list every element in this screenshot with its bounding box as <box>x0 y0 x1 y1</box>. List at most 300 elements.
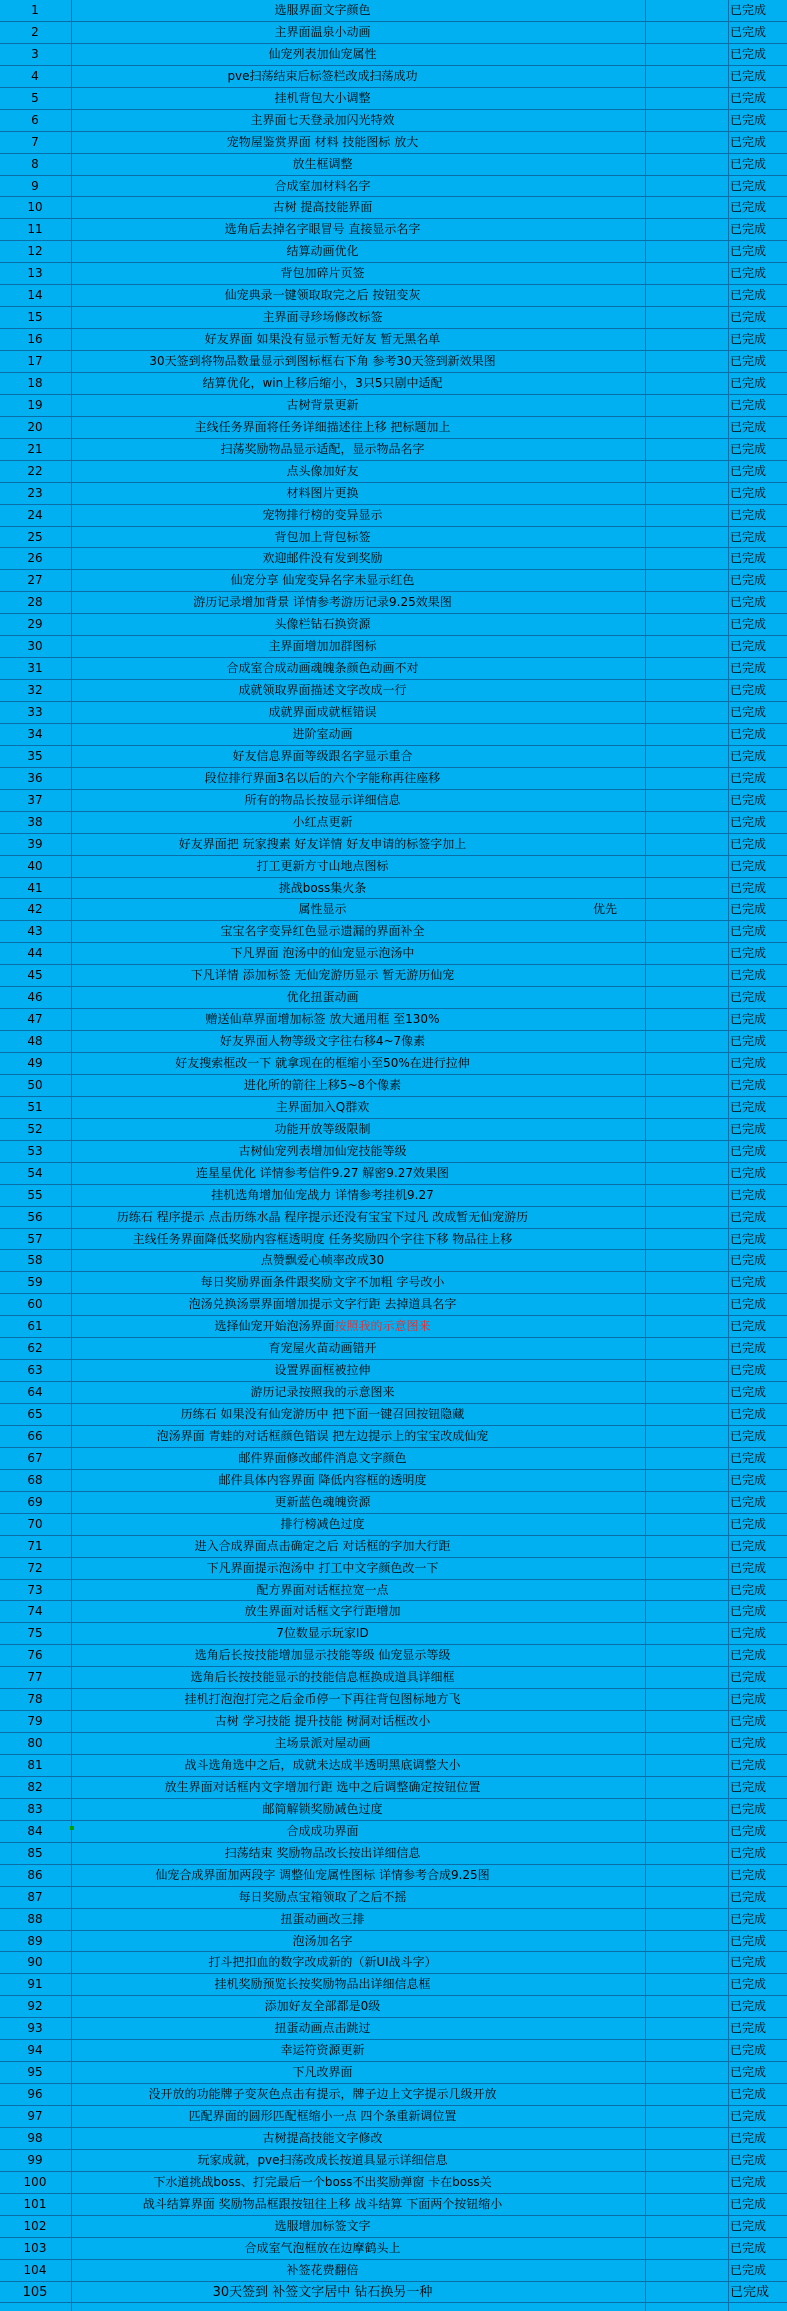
row-number: 12 <box>27 244 43 259</box>
task-description <box>0 154 645 175</box>
row-number: 7 <box>31 134 39 149</box>
task-description <box>0 0 645 21</box>
row-number: 4 <box>31 68 39 83</box>
status-cell: 已完成 <box>730 156 767 171</box>
table-row <box>0 1229 787 1251</box>
table-row <box>0 1250 787 1272</box>
priority-note: 优先 <box>592 902 617 917</box>
table-row <box>0 1075 787 1097</box>
status-cell: 已完成 <box>730 1407 767 1421</box>
task-text: 扫荡奖励物品显示适配，显示物品名字 <box>220 441 425 456</box>
status-cell: 已完成 <box>730 507 767 522</box>
task-text: 古树提高技能文字修改 <box>262 2130 383 2145</box>
status-cell: 已完成 <box>730 2109 767 2123</box>
row-number: 61 <box>27 1319 43 1334</box>
table-row <box>0 856 787 878</box>
row-number: 34 <box>27 726 43 741</box>
status-cell: 已完成 <box>730 683 767 698</box>
status-cell: 已完成 <box>730 1209 767 1224</box>
status-cell: 已完成 <box>730 551 767 566</box>
status-cell: 已完成 <box>730 244 767 259</box>
task-text: 宝宝名字变异红色显示遗漏的界面补全 <box>220 924 425 939</box>
status-cell: 已完成 <box>730 858 767 873</box>
row-number: 99 <box>27 2152 43 2167</box>
task-text: 设置界面框被拉伸 <box>274 1363 371 1378</box>
task-text: 合成室合成动画魂魄条颜色动画不对 <box>226 661 419 676</box>
table-row <box>0 1601 787 1623</box>
task-text: 古树仙宠列表增加仙宠技能等级 <box>238 1143 407 1158</box>
row-number: 17 <box>27 354 43 368</box>
status-cell: 已完成 <box>730 1560 767 1575</box>
row-number: 9 <box>31 178 39 193</box>
task-text: 30天签到将物品数量显示到图标框右下角 参考30天签到新效果图 <box>149 354 496 368</box>
task-description <box>0 1623 645 1644</box>
task-text: 放生框调整 <box>292 156 353 171</box>
status-cell: 已完成 <box>730 178 767 193</box>
task-description <box>0 943 645 964</box>
status-cell: 已完成 <box>730 1999 767 2014</box>
table-row <box>0 154 787 176</box>
status-cell: 已完成 <box>730 1253 767 1268</box>
task-text: 古树 提高技能界面 <box>272 200 373 215</box>
table-row <box>0 614 787 636</box>
row-number: 21 <box>27 441 43 456</box>
row-number: 30 <box>27 639 43 654</box>
task-description <box>0 1492 645 1513</box>
row-number: 33 <box>27 705 43 719</box>
row-number: 19 <box>27 397 43 412</box>
row-number: 18 <box>27 375 43 390</box>
row-number: 10 <box>27 200 43 215</box>
task-description <box>0 417 645 438</box>
table-row <box>0 899 787 921</box>
table-row <box>0 1974 787 1996</box>
task-description <box>0 44 645 65</box>
row-number: 60 <box>27 1297 43 1312</box>
status-cell: 已完成 <box>730 1845 767 1860</box>
table-row <box>0 1470 787 1492</box>
task-text: 没开放的功能牌子变灰色点击有提示，牌子边上文字提示几级开放 <box>148 2087 497 2102</box>
task-description <box>0 1514 645 1535</box>
table-row <box>0 417 787 439</box>
row-number: 86 <box>27 1867 43 1882</box>
table-row <box>0 2106 787 2128</box>
task-text: 主场景派对屋动画 <box>274 1736 371 1751</box>
task-description <box>0 176 645 197</box>
status-cell: 已完成 <box>730 748 767 763</box>
status-cell: 已完成 <box>730 24 767 39</box>
task-description <box>0 1558 645 1579</box>
task-description <box>0 2062 645 2083</box>
task-text: 下凡改界面 <box>292 2065 353 2080</box>
table-row <box>0 2084 787 2106</box>
task-text: 进阶室动画 <box>292 726 353 741</box>
row-number: 102 <box>23 2218 47 2233</box>
table-row <box>0 1996 787 2018</box>
task-description <box>0 1580 645 1601</box>
status-cell: 已完成 <box>730 1670 767 1685</box>
table-row <box>0 88 787 110</box>
row-number: 53 <box>27 1143 43 1158</box>
status-cell: 已完成 <box>730 46 767 61</box>
task-description <box>0 570 645 591</box>
row-number: 100 <box>23 2174 47 2189</box>
task-text: 仙宠列表加仙宠属性 <box>268 46 377 61</box>
task-description <box>0 1952 645 1973</box>
task-text: 玩家成就，pve扫荡改成长按道具显示详细信息 <box>197 2152 448 2167</box>
task-description <box>0 1404 645 1425</box>
task-description <box>0 110 645 131</box>
status-cell: 已完成 <box>730 1297 767 1312</box>
table-row <box>0 395 787 417</box>
status-cell: 已完成 <box>730 968 767 983</box>
status-cell: 已完成 <box>730 1077 767 1092</box>
task-text: 补签花费翻倍 <box>286 2262 359 2277</box>
table-row <box>0 965 787 987</box>
task-text: 挂机背包大小调整 <box>274 90 371 105</box>
row-number: 88 <box>27 1911 43 1926</box>
status-cell: 已完成 <box>730 1911 767 1926</box>
row-number: 46 <box>27 990 43 1005</box>
table-row <box>0 1689 787 1711</box>
task-description <box>0 1843 645 1864</box>
table-row <box>0 1448 787 1470</box>
status-cell: 已完成 <box>730 1231 767 1246</box>
task-description <box>0 1207 645 1228</box>
table-row <box>0 197 787 219</box>
row-number: 63 <box>27 1363 43 1378</box>
table-row <box>0 592 787 614</box>
row-number: 70 <box>27 1516 43 1531</box>
task-description <box>0 1777 645 1798</box>
table-row <box>0 1887 787 1909</box>
task-text: pve扫荡结束后标签栏改成扫荡成功 <box>227 68 418 83</box>
table-row <box>0 768 787 790</box>
row-number: 28 <box>27 595 43 610</box>
task-text: 匹配界面的圆形匹配框缩小一点 四个条重新调位置 <box>188 2109 457 2123</box>
task-description <box>0 680 645 701</box>
row-number: 22 <box>27 463 43 478</box>
row-number: 62 <box>27 1341 43 1356</box>
task-description <box>0 746 645 767</box>
row-number: 85 <box>27 1845 43 1860</box>
task-description <box>0 2084 645 2105</box>
table-row <box>0 1558 787 1580</box>
table-row <box>0 2018 787 2040</box>
status-cell: 已完成 <box>730 946 767 961</box>
task-text: 扫荡结束 奖励物品改长按出详细信息 <box>224 1845 421 1860</box>
task-text: 进入合成界面点击确定之后 对话框的字加大行距 <box>194 1538 451 1553</box>
status-cell: 已完成 <box>730 1450 767 1465</box>
task-description <box>0 2172 645 2193</box>
row-number: 16 <box>27 332 43 347</box>
table-row <box>0 2194 787 2216</box>
task-description <box>0 439 645 460</box>
task-description <box>0 1119 645 1140</box>
table-row <box>0 2062 787 2084</box>
status-cell: 已完成 <box>730 836 767 851</box>
task-description <box>0 241 645 262</box>
table-row <box>0 1931 787 1953</box>
task-description <box>0 2040 645 2061</box>
row-number: 35 <box>27 748 43 763</box>
row-number: 89 <box>27 1933 43 1948</box>
table-row <box>0 2040 787 2062</box>
table-row <box>0 1097 787 1119</box>
row-number: 41 <box>27 880 43 895</box>
table-row <box>0 132 787 154</box>
table-row <box>0 1031 787 1053</box>
table-row <box>0 2216 787 2238</box>
task-description <box>0 1711 645 1732</box>
task-text: 战斗结算界面 奖励物品框跟按钮往上移 战斗结算 下面两个按钮缩小 <box>142 2196 503 2211</box>
row-number: 48 <box>27 1034 43 1049</box>
status-cell: 已完成 <box>730 573 767 588</box>
task-text: 每日奖励点宝箱领取了之后不摇 <box>238 1889 407 1904</box>
table-row <box>0 329 787 351</box>
task-description <box>0 614 645 635</box>
status-cell: 已完成 <box>730 222 767 237</box>
status-cell: 已完成 <box>730 595 767 610</box>
task-text: 结算动画优化 <box>286 244 359 259</box>
task-text: 下凡界面 泡汤中的仙宠显示泡汤中 <box>230 946 415 961</box>
task-text: 配方界面对话框拉宽一点 <box>256 1582 389 1597</box>
status-cell: 已完成 <box>730 1779 767 1794</box>
table-row <box>0 834 787 856</box>
status-cell: 已完成 <box>730 1758 767 1772</box>
task-description <box>0 373 645 394</box>
status-cell: 已完成 <box>730 1977 767 1992</box>
status-cell: 已完成 <box>730 2130 767 2145</box>
task-description <box>0 1338 645 1359</box>
task-description <box>0 812 645 833</box>
task-description <box>0 790 645 811</box>
row-number: 13 <box>27 266 43 281</box>
task-text: 材料图片更换 <box>286 485 359 500</box>
task-description <box>0 1755 645 1776</box>
row-number: 94 <box>27 2043 43 2058</box>
task-description <box>0 307 645 328</box>
task-description <box>0 965 645 986</box>
task-description <box>0 1931 645 1952</box>
status-cell: 已完成 <box>730 2043 767 2058</box>
task-text: 好友界面人物等级文字往右移4~7像素 <box>219 1034 426 1049</box>
task-text: 功能开放等级限制 <box>274 1121 371 1136</box>
status-cell: 已完成 <box>730 1385 767 1400</box>
task-text: 历练石 程序提示 点击历练水晶 程序提示还没有宝宝下过凡 改成暂无仙宠游历 <box>116 1209 529 1224</box>
row-number: 66 <box>27 1428 43 1443</box>
task-text: 7位数显示玩家ID <box>276 1626 369 1641</box>
status-cell: 已完成 <box>730 661 767 676</box>
table-row <box>0 570 787 592</box>
task-text: 头像栏钻石换资源 <box>274 617 371 632</box>
table-row <box>0 658 787 680</box>
task-text: 游历记录增加背景 详情参考游历记录9.25效果图 <box>193 595 452 610</box>
task-text: 邮简解锁奖励减色过度 <box>262 1801 383 1816</box>
table-row <box>0 2260 787 2282</box>
row-number: 73 <box>27 1582 43 1597</box>
task-description <box>0 88 645 109</box>
table-row <box>0 483 787 505</box>
row-number: 93 <box>27 2021 43 2036</box>
row-number: 52 <box>27 1121 43 1136</box>
row-number: 65 <box>27 1407 43 1421</box>
status-cell: 已完成 <box>730 1582 767 1597</box>
task-text: 扭蛋动画点击跳过 <box>274 2021 371 2036</box>
status-cell: 已完成 <box>730 2087 767 2102</box>
status-cell: 已完成 <box>730 1538 767 1553</box>
table-row <box>0 680 787 702</box>
row-number: 29 <box>27 617 43 632</box>
task-text: 成就领取界面描述文字改成一行 <box>238 683 407 698</box>
table-row <box>0 702 787 724</box>
task-description <box>0 2282 645 2303</box>
status-cell: 已完成 <box>730 1933 767 1948</box>
status-cell: 已完成 <box>730 1626 767 1641</box>
task-text: 泡汤兑换汤票界面增加提示文字行距 去掉道具名字 <box>188 1297 457 1312</box>
table-row <box>0 241 787 263</box>
status-cell: 已完成 <box>730 990 767 1005</box>
table-row <box>0 987 787 1009</box>
table-row <box>0 2282 787 2304</box>
row-number: 8 <box>31 156 39 171</box>
task-description <box>0 878 645 899</box>
task-text: 添加好友全部都是0级 <box>264 1999 381 2014</box>
table-row <box>0 439 787 461</box>
task-text: 打工更新方寸山地点图标 <box>256 858 389 873</box>
table-row <box>0 2172 787 2194</box>
status-cell: 已完成 <box>730 485 767 500</box>
table-row <box>0 1163 787 1185</box>
status-cell: 已完成 <box>730 770 767 785</box>
task-text: 好友界面 如果没有显示暂无好友 暂无黑名单 <box>204 332 441 347</box>
status-cell: 已完成 <box>730 1143 767 1158</box>
table-row <box>0 1623 787 1645</box>
status-cell: 已完成 <box>730 1319 767 1334</box>
table-row <box>0 1667 787 1689</box>
status-cell: 已完成 <box>730 1012 767 1027</box>
status-cell: 已完成 <box>730 1187 767 1202</box>
task-description <box>0 1601 645 1622</box>
table-row <box>0 44 787 66</box>
status-cell: 已完成 <box>730 814 767 829</box>
task-description <box>0 1996 645 2017</box>
table-row <box>0 1799 787 1821</box>
row-number: 55 <box>27 1187 43 1202</box>
task-text: 属性显示 <box>298 902 347 917</box>
row-number: 36 <box>27 770 43 785</box>
task-text: 选角后长按技能显示的技能信息框换成道具详细框 <box>190 1670 455 1685</box>
task-description <box>0 483 645 504</box>
row-number: 87 <box>27 1889 43 1904</box>
table-row <box>0 461 787 483</box>
task-description <box>0 1799 645 1820</box>
task-description <box>0 724 645 745</box>
status-cell: 已完成 <box>730 310 767 325</box>
status-cell: 已完成 <box>730 332 767 347</box>
task-description <box>0 768 645 789</box>
table-row <box>0 1580 787 1602</box>
status-cell: 已完成 <box>730 529 767 544</box>
status-cell: 已完成 <box>730 1363 767 1378</box>
task-description <box>0 1821 645 1842</box>
row-number: 44 <box>27 946 43 961</box>
row-number: 96 <box>27 2087 43 2102</box>
task-description <box>0 1031 645 1052</box>
task-description <box>0 1909 645 1930</box>
table-row <box>0 1952 787 1974</box>
task-description <box>0 1382 645 1403</box>
task-text: 合成成功界面 <box>286 1823 359 1838</box>
row-number: 72 <box>27 1560 43 1575</box>
status-cell: 已完成 <box>730 3 767 17</box>
row-number: 26 <box>27 551 43 566</box>
task-text: 欢迎邮件没有发到奖励 <box>262 551 383 566</box>
table-row <box>0 2128 787 2150</box>
task-description <box>0 263 645 284</box>
task-text: 战斗选角选中之后，成就未达成半透明黑底调整大小 <box>184 1758 461 1772</box>
row-number: 76 <box>27 1648 43 1663</box>
status-cell: 已完成 <box>730 1275 767 1290</box>
task-text: 进化所的箭往上移5~8个像素 <box>243 1077 402 1092</box>
task-text: 邮件具体内容界面 降低内容框的透明度 <box>218 1472 427 1487</box>
table-row <box>0 110 787 132</box>
table-row <box>0 373 787 395</box>
task-description <box>0 1865 645 1886</box>
task-description <box>0 1689 645 1710</box>
status-cell: 已完成 <box>730 266 767 281</box>
row-number: 49 <box>27 1056 43 1070</box>
task-description <box>0 2106 645 2127</box>
task-description <box>0 1141 645 1162</box>
task-description <box>0 1009 645 1030</box>
status-cell: 已完成 <box>730 1955 767 1970</box>
table-row <box>0 66 787 88</box>
task-description <box>0 1448 645 1469</box>
status-cell: 已完成 <box>730 2021 767 2036</box>
task-description <box>0 505 645 526</box>
task-text: 背包加上背包标签 <box>274 529 371 544</box>
task-text: 宠物屋鉴赏界面 材料 技能图标 放大 <box>226 134 419 149</box>
task-text: 好友界面把 玩家搜素 好友详情 好友申请的标签字加上 <box>178 836 467 851</box>
task-description <box>0 658 645 679</box>
status-cell: 已完成 <box>730 1889 767 1904</box>
status-cell: 已完成 <box>730 68 767 83</box>
task-text: 段位排行界面3名以后的六个字能称再往座移 <box>204 770 441 785</box>
row-number: 5 <box>31 90 39 105</box>
task-text: 主界面加入Q群欢 <box>275 1099 370 1114</box>
table-row <box>0 943 787 965</box>
task-text: 赠送仙草界面增加标签 放大通用框 至130% <box>205 1012 440 1027</box>
task-text: 放生界面对话框文字行距增加 <box>244 1604 401 1619</box>
task-text: 选择仙宠开始泡汤界面 <box>214 1319 335 1334</box>
row-number: 103 <box>23 2240 47 2255</box>
status-cell: 已完成 <box>730 705 767 719</box>
task-description <box>0 1316 645 1337</box>
row-number: 43 <box>27 924 43 939</box>
task-text: 仙宠合成界面加两段字 调整仙宠属性图标 详情参考合成9.25图 <box>155 1867 490 1882</box>
status-cell: 已完成 <box>730 1494 767 1509</box>
status-cell: 已完成 <box>730 2152 767 2167</box>
task-text: 成就界面成就框错误 <box>268 705 377 719</box>
row-number: 11 <box>27 222 43 237</box>
task-text: 主界面温泉小动画 <box>274 24 371 39</box>
task-description <box>0 2260 645 2281</box>
row-number: 71 <box>27 1538 43 1553</box>
task-text: 选服增加标签文字 <box>274 2218 371 2233</box>
row-number: 91 <box>27 1977 43 1992</box>
table-row <box>0 527 787 549</box>
